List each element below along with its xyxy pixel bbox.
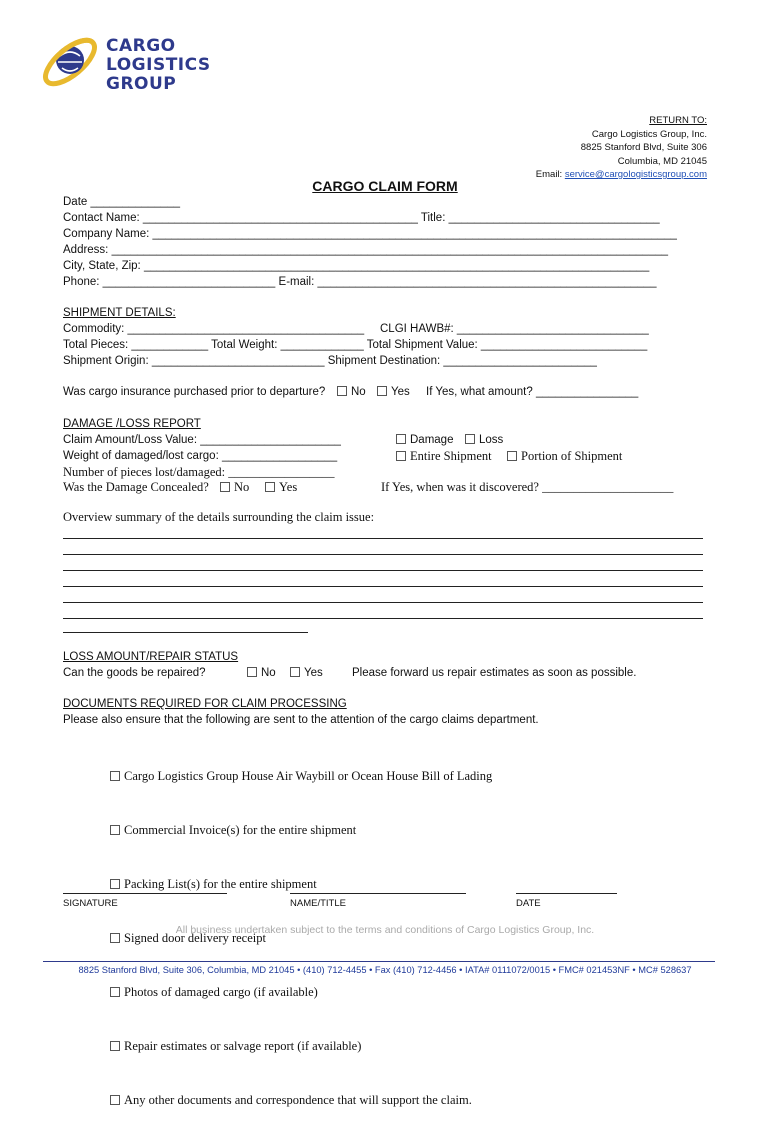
repair-no-label: No — [261, 667, 276, 679]
document-item-label: Packing List(s) for the entire shipment — [124, 877, 317, 891]
city-state-zip-field[interactable]: City, State, Zip: _______________________________________________________________________________ — [63, 260, 650, 272]
checkbox-icon — [247, 667, 257, 677]
return-line-1: Cargo Logistics Group, Inc. — [591, 128, 707, 140]
return-line-2: 8825 Stanford Blvd, Suite 306 — [580, 142, 707, 153]
overview-line — [63, 602, 703, 603]
checkbox-icon — [110, 879, 120, 889]
name-title-label: NAME/TITLE — [290, 898, 346, 909]
document-item[interactable] — [110, 1037, 492, 1055]
concealed-no-checkbox[interactable] — [220, 480, 249, 495]
hawb-field[interactable]: CLGI HAWB#: ______________________________ — [380, 323, 649, 335]
email-link[interactable]: service@cargologisticsgroup.com — [564, 169, 707, 180]
portion-shipment-label: Portion of Shipment — [521, 449, 623, 463]
repair-heading: LOSS AMOUNT/REPAIR STATUS — [63, 651, 239, 663]
email-label: Email: — [535, 169, 565, 180]
phone-email-field[interactable]: Phone: ___________________________ E-mail: _____________________________________________________ — [63, 276, 657, 288]
logo-word-cargo: CARGO — [106, 36, 176, 56]
discovered-field[interactable]: If Yes, when was it discovered? _____________________ — [381, 480, 674, 494]
date-line[interactable] — [516, 893, 617, 894]
overview-line — [63, 632, 308, 633]
commodity-field[interactable]: Commodity: _____________________________________ — [63, 323, 365, 335]
document-item-label: Photos of damaged cargo (if available) — [124, 985, 318, 999]
concealed-yes-label: Yes — [279, 480, 298, 494]
document-item[interactable] — [110, 767, 492, 785]
company-name-field[interactable]: Company Name: __________________________________________________________________________________ — [63, 228, 677, 240]
documents-intro: Please also ensure that the following are sent to the attention of the cargo claims department. — [63, 714, 539, 726]
logo-word-group: GROUP — [106, 74, 177, 94]
pieces-weight-value-field[interactable]: Total Pieces: ____________ Total Weight: _____________ Total Shipment Value: __________________________ — [63, 339, 648, 351]
checkbox-icon — [337, 386, 347, 396]
repair-question: Can the goods be repaired? — [63, 667, 206, 679]
logo-word-logistics: LOGISTICS — [106, 55, 211, 75]
pieces-lost-field[interactable]: Number of pieces lost/damaged: _________________ — [63, 465, 335, 479]
entire-shipment-checkbox[interactable] — [396, 449, 492, 464]
checkbox-icon — [220, 482, 230, 492]
concealed-question: Was the Damage Concealed? — [63, 480, 209, 494]
disclaimer: All business undertaken subject to the terms and conditions of Cargo Logistics Group, Inc. — [175, 924, 595, 936]
checkbox-icon — [110, 987, 120, 997]
contact-name-field[interactable]: Contact Name: ___________________________________________ Title: _________________________________ — [63, 212, 660, 224]
overview-label: Overview summary of the details surrounding the claim issue: — [63, 510, 375, 524]
signature-label: SIGNATURE — [63, 898, 118, 909]
checkbox-icon — [396, 451, 406, 461]
loss-label: Loss — [479, 434, 504, 446]
return-line-3: Columbia, MD 21045 — [617, 155, 707, 167]
checkbox-icon — [110, 771, 120, 781]
damage-heading: DAMAGE /LOSS REPORT — [63, 418, 201, 430]
document-item-label: Any other documents and correspondence that will support the claim. — [124, 1093, 472, 1107]
concealed-no-label: No — [234, 480, 250, 494]
document-item-label: Commercial Invoice(s) for the entire shipment — [124, 823, 357, 837]
overview-textarea[interactable] — [63, 524, 703, 634]
repair-yes-label: Yes — [304, 667, 323, 679]
document-item-label: Signed door delivery receipt — [124, 931, 266, 945]
overview-line — [63, 586, 703, 587]
name-title-line[interactable] — [290, 893, 466, 894]
damaged-weight-field[interactable]: Weight of damaged/lost cargo: __________________ — [63, 450, 338, 462]
damage-checkbox[interactable] — [396, 434, 453, 446]
concealed-yes-checkbox[interactable] — [265, 480, 297, 495]
document-item[interactable] — [110, 875, 492, 893]
shipment-heading: SHIPMENT DETAILS: — [63, 307, 176, 319]
form-title: CARGO CLAIM FORM — [312, 178, 458, 194]
damage-label: Damage — [410, 434, 454, 446]
checkbox-icon — [110, 1041, 120, 1051]
documents-heading: DOCUMENTS REQUIRED FOR CLAIM PROCESSING — [63, 698, 347, 710]
checkbox-icon — [290, 667, 300, 677]
document-item[interactable] — [110, 1091, 492, 1109]
footer-contact: 8825 Stanford Blvd, Suite 306, Columbia, MD 21045 • (410) 712-4455 • Fax (410) 712-4456 • IATA# 0111072/0015 • FMC# 021453NF • MC# 528637 — [78, 965, 692, 975]
insurance-yes-label: Yes — [391, 386, 410, 398]
overview-line — [63, 570, 703, 571]
checkbox-icon — [110, 1095, 120, 1105]
repair-yes-checkbox[interactable] — [290, 667, 323, 679]
overview-line — [63, 554, 703, 555]
checkbox-icon — [465, 434, 475, 444]
return-address — [536, 114, 707, 182]
checkbox-icon — [396, 434, 406, 444]
insurance-yes-checkbox[interactable] — [377, 386, 410, 398]
document-item-label: Repair estimates or salvage report (if available) — [124, 1039, 362, 1053]
address-field[interactable]: Address: _______________________________________________________________________________________ — [63, 244, 669, 256]
insurance-no-label: No — [351, 386, 366, 398]
overview-line — [63, 618, 703, 619]
portion-shipment-checkbox[interactable] — [507, 449, 622, 464]
loss-checkbox[interactable] — [465, 434, 503, 446]
globe-logo-icon — [34, 26, 106, 98]
insurance-question: Was cargo insurance purchased prior to departure? — [63, 386, 326, 398]
insurance-no-checkbox[interactable] — [337, 386, 366, 398]
checkbox-icon — [110, 825, 120, 835]
claim-amount-field[interactable]: Claim Amount/Loss Value: ______________________ — [63, 434, 341, 446]
entire-shipment-label: Entire Shipment — [410, 449, 492, 463]
origin-destination-field[interactable]: Shipment Origin: ___________________________ Shipment Destination: ________________________ — [63, 355, 597, 367]
company-logo — [34, 26, 224, 100]
document-item-label: Cargo Logistics Group House Air Waybill or Ocean House Bill of Lading — [124, 769, 493, 783]
document-item[interactable] — [110, 983, 492, 1001]
repair-note: Please forward us repair estimates as soon as possible. — [352, 667, 637, 679]
repair-no-checkbox[interactable] — [247, 667, 276, 679]
checkbox-icon — [377, 386, 387, 396]
checkbox-icon — [265, 482, 275, 492]
footer-rule — [43, 961, 715, 962]
signature-line[interactable] — [63, 893, 227, 894]
return-to-heading: RETURN TO: — [649, 115, 707, 126]
checkbox-icon — [507, 451, 517, 461]
insurance-amount-field[interactable]: If Yes, what amount? ________________ — [426, 386, 639, 398]
document-item[interactable] — [110, 821, 492, 839]
date-label: DATE — [516, 898, 541, 909]
overview-line — [63, 538, 703, 539]
date-field[interactable]: Date ______________ — [63, 196, 181, 208]
